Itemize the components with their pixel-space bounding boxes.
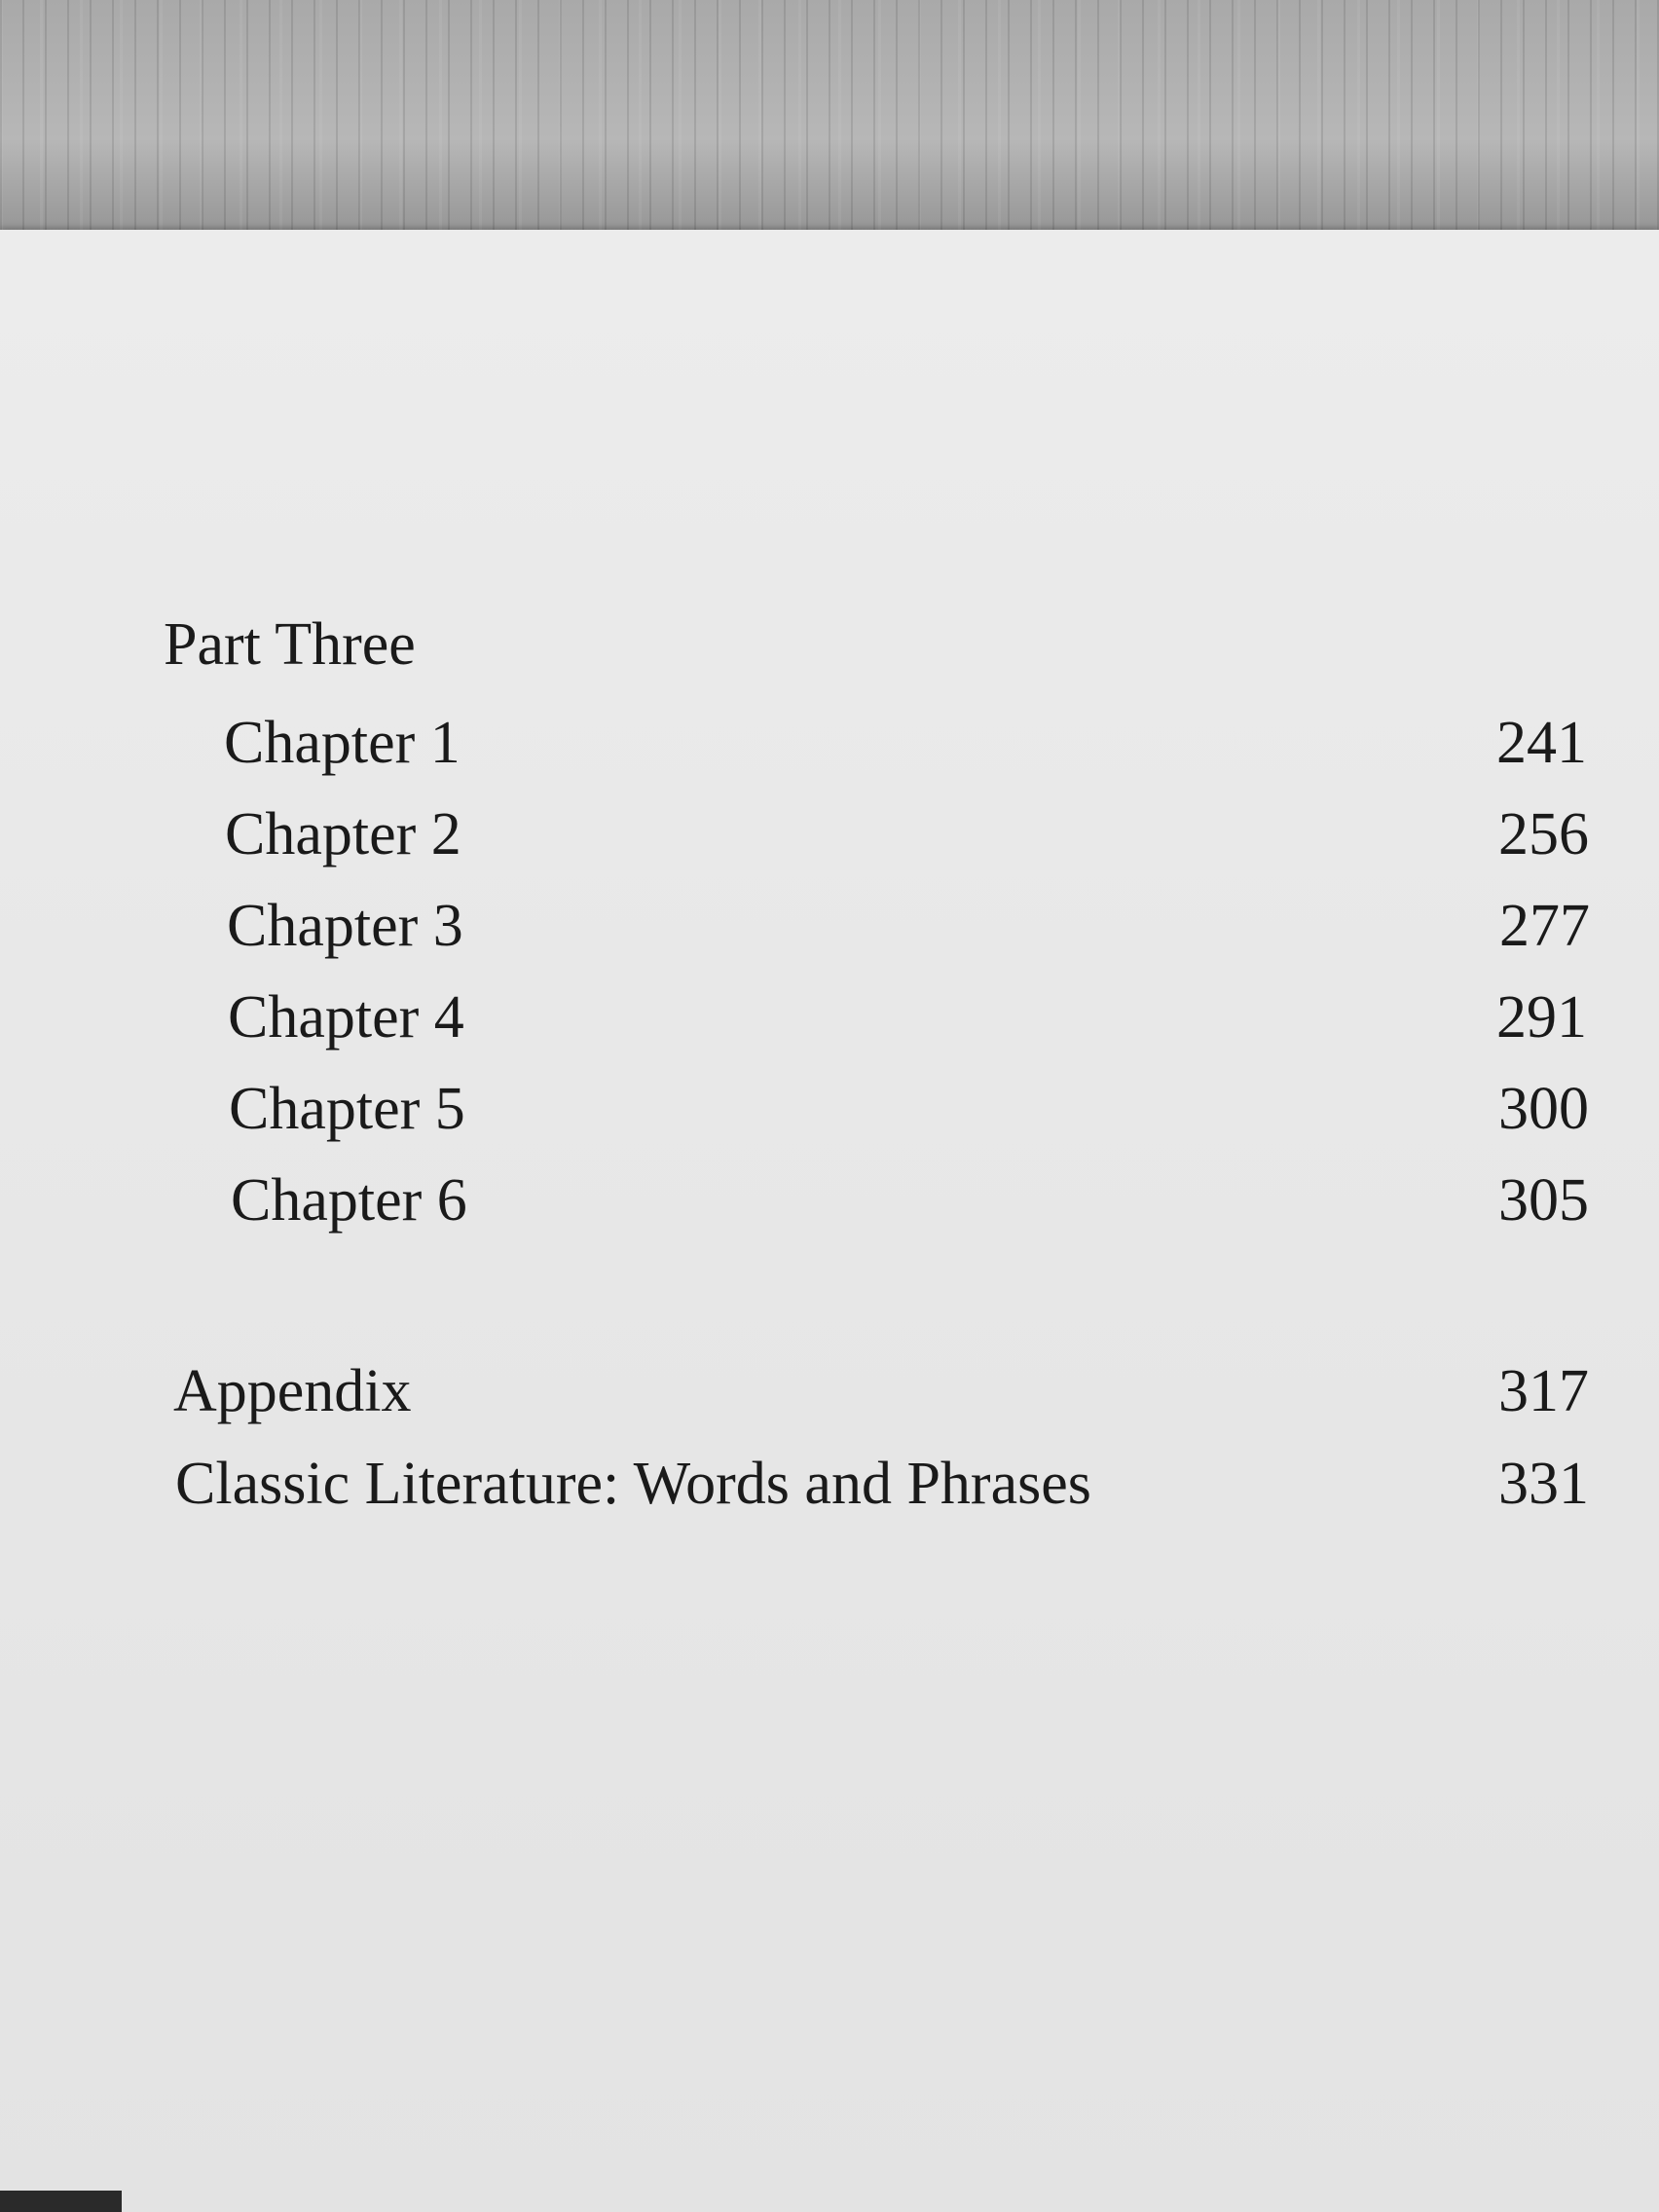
book-page [0, 230, 1659, 2212]
toc-entry-chapter-6 [0, 1167, 1659, 1238]
part-heading: Part Three [164, 611, 416, 678]
toc-entry-label: Chapter 1 [224, 710, 461, 776]
toc-entry-page-number: 291 [1496, 984, 1587, 1051]
toc-entry-page-number: 331 [1498, 1451, 1589, 1517]
toc-entry-page-number: 256 [1498, 801, 1589, 867]
watermark-strip [0, 2191, 122, 2212]
table-surface-background [0, 0, 1659, 253]
toc-entry-label: Chapter 2 [225, 801, 461, 867]
toc-entry-chapter-5 [0, 1076, 1659, 1147]
toc-entry-chapter-2 [0, 801, 1659, 872]
toc-entry-label: Chapter 6 [231, 1167, 467, 1234]
toc-entry-chapter-3 [0, 893, 1659, 964]
toc-entry-appendix [0, 1358, 1659, 1429]
toc-entry-page-number: 277 [1499, 893, 1590, 959]
toc-entry-label: Chapter 3 [227, 893, 463, 959]
toc-entry-page-number: 300 [1498, 1076, 1589, 1142]
toc-entry-chapter-4 [0, 984, 1659, 1055]
toc-entry-label: Classic Literature: Words and Phrases [175, 1451, 1091, 1517]
toc-entry-label: Chapter 5 [229, 1076, 465, 1142]
toc-entry-page-number: 241 [1496, 710, 1587, 776]
toc-entry-page-number: 317 [1498, 1358, 1589, 1424]
toc-entry-label: Chapter 4 [228, 984, 464, 1051]
toc-entry-label: Appendix [173, 1358, 412, 1424]
toc-entry-page-number: 305 [1498, 1167, 1589, 1234]
toc-entry-classic-literature [0, 1451, 1659, 1522]
toc-entry-chapter-1 [0, 710, 1659, 781]
